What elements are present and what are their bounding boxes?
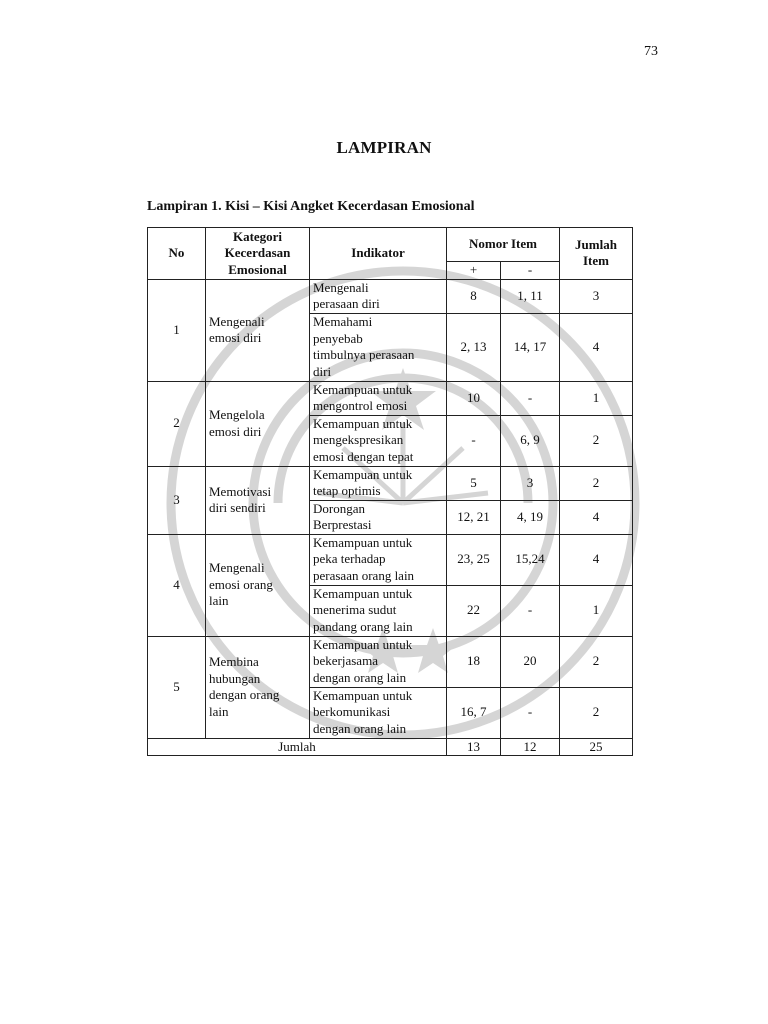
- cell-plus: -: [447, 415, 501, 466]
- cell-indikator: Mengenali perasaan diri: [310, 279, 447, 313]
- cell-indikator: Kemampuan untuk berkomunikasi dengan orang lain: [310, 687, 447, 738]
- table-body: [148, 279, 633, 738]
- cell-no: 5: [148, 636, 206, 738]
- cell-plus: 12, 21: [447, 500, 501, 534]
- page-number: 73: [644, 44, 658, 59]
- cell-no: 3: [148, 466, 206, 534]
- cell-jumlah: 3: [560, 279, 633, 313]
- cell-minus: 1, 11: [501, 279, 560, 313]
- cell-jumlah: 2: [560, 636, 633, 687]
- cell-jumlah: 1: [560, 585, 633, 636]
- cell-plus: 16, 7: [447, 687, 501, 738]
- cell-minus: -: [501, 381, 560, 415]
- cell-jumlah: 2: [560, 687, 633, 738]
- total-jumlah: 25: [560, 738, 633, 756]
- cell-plus: 18: [447, 636, 501, 687]
- page-heading: LAMPIRAN: [336, 138, 432, 157]
- cell-indikator: Kemampuan untuk bekerjasama dengan orang lain: [310, 636, 447, 687]
- table-row: [148, 279, 633, 313]
- cell-indikator: Kemampuan untuk mengekspresikan emosi dengan tepat: [310, 415, 447, 466]
- header-no: No: [148, 228, 206, 280]
- cell-jumlah: 2: [560, 415, 633, 466]
- cell-plus: 2, 13: [447, 313, 501, 381]
- header-plus: +: [447, 262, 501, 280]
- cell-jumlah: 4: [560, 313, 633, 381]
- cell-no: 1: [148, 279, 206, 381]
- header-nomor-item: Nomor Item: [447, 228, 560, 262]
- cell-plus: 23, 25: [447, 534, 501, 585]
- header-kategori: Kategori Kecerdasan Emosional: [206, 228, 310, 280]
- table-caption: Lampiran 1. Kisi – Kisi Angket Kecerdasan Emosional: [147, 199, 475, 214]
- header-minus: -: [501, 262, 560, 280]
- cell-minus: 6, 9: [501, 415, 560, 466]
- cell-jumlah: 2: [560, 466, 633, 500]
- cell-jumlah: 4: [560, 500, 633, 534]
- cell-minus: -: [501, 687, 560, 738]
- cell-indikator: Kemampuan untuk peka terhadap perasaan orang lain: [310, 534, 447, 585]
- cell-indikator: Dorongan Berprestasi: [310, 500, 447, 534]
- cell-plus: 10: [447, 381, 501, 415]
- cell-minus: 20: [501, 636, 560, 687]
- total-label: Jumlah: [148, 738, 447, 756]
- cell-kategori: Mengenali emosi diri: [206, 279, 310, 381]
- table-row: [148, 466, 633, 500]
- cell-kategori: Mengelola emosi diri: [206, 381, 310, 466]
- cell-indikator: Kemampuan untuk menerima sudut pandang orang lain: [310, 585, 447, 636]
- cell-no: 2: [148, 381, 206, 466]
- cell-plus: 5: [447, 466, 501, 500]
- cell-plus: 22: [447, 585, 501, 636]
- table-row: [148, 534, 633, 585]
- cell-indikator: Kemampuan untuk tetap optimis: [310, 466, 447, 500]
- total-plus: 13: [447, 738, 501, 756]
- cell-kategori: Membina hubungan dengan orang lain: [206, 636, 310, 738]
- cell-minus: 4, 19: [501, 500, 560, 534]
- cell-jumlah: 1: [560, 381, 633, 415]
- header-indikator: Indikator: [310, 228, 447, 280]
- total-minus: 12: [501, 738, 560, 756]
- cell-minus: 3: [501, 466, 560, 500]
- cell-plus: 8: [447, 279, 501, 313]
- cell-minus: 14, 17: [501, 313, 560, 381]
- cell-minus: 15,24: [501, 534, 560, 585]
- kisi-kisi-table: [147, 227, 633, 756]
- cell-indikator: Memahami penyebab timbulnya perasaan diri: [310, 313, 447, 381]
- cell-no: 4: [148, 534, 206, 636]
- header-jumlah-item: Jumlah Item: [560, 228, 633, 280]
- cell-indikator: Kemampuan untuk mengontrol emosi: [310, 381, 447, 415]
- table-row: [148, 636, 633, 687]
- cell-minus: -: [501, 585, 560, 636]
- table-row: [148, 381, 633, 415]
- cell-kategori: Memotivasi diri sendiri: [206, 466, 310, 534]
- cell-jumlah: 4: [560, 534, 633, 585]
- cell-kategori: Mengenali emosi orang lain: [206, 534, 310, 636]
